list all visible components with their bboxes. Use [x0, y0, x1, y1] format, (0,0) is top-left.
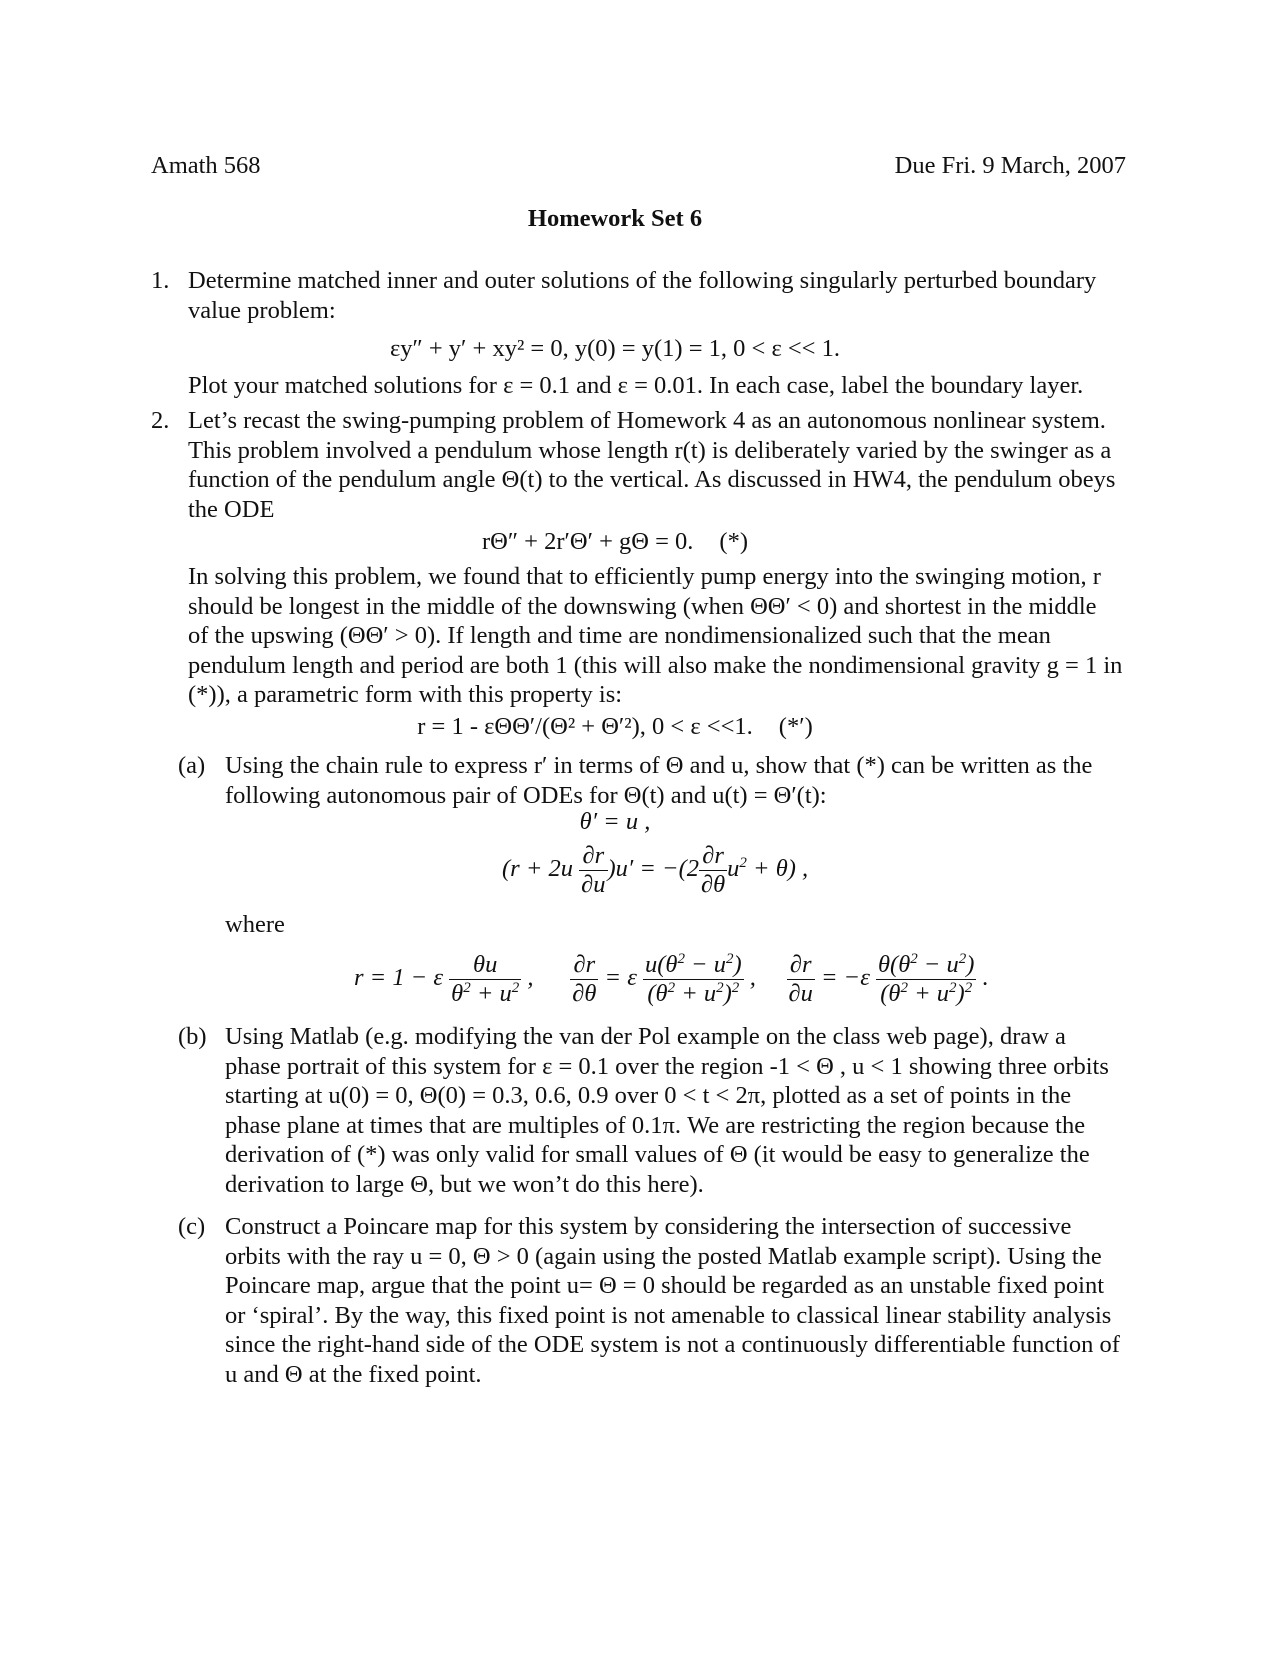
problem-1-number: 1. — [151, 267, 170, 294]
dr-du-fraction: $\frac{\partial r}{\partial u}$ — [581, 842, 606, 898]
r-fraction: $\frac{\theta u}{\theta^2 + u^2}$ — [451, 951, 520, 1007]
where-label: where — [225, 911, 285, 938]
pendulum-ode — [0, 527, 1230, 557]
parametric-equation-expression: r = 1 - εΘΘ′/(Θ² + Θ′²), 0 < ε <<1. — [417, 713, 753, 740]
problem-2-paragraph-2: In solving this problem, we found that to efficiently pump energy into the swinging motion, r should be longest in the middle of the downswing (when ΘΘ′ < 0) and shortest in the middle of the upswing (ΘΘ′ > 0). If length and time are nondimensionalized such that the mean pendulum length and period are both 1 (this will also make the nondimensional gravity g = 1 in (*)), a parametric form with this property is: — [188, 563, 1123, 708]
part-b-label: (b) — [178, 1023, 207, 1050]
theta-prime-equation: θ′ = u , — [579, 808, 651, 835]
pendulum-ode-expression: rΘ″ + 2r′Θ′ + gΘ = 0. — [482, 528, 694, 555]
problem-1-plot-text: Plot your matched solutions for ε = 0.1 and ε = 0.01. In each case, label the boundary layer. — [188, 372, 1084, 399]
partial-r-u-rhs-fraction: $\frac{\theta(\theta^2 - u^2)}{(\theta^2 + u^2)^2}$ — [878, 951, 975, 1007]
problem-2-number: 2. — [151, 407, 170, 434]
part-a-text: Using the chain rule to express r′ in terms of Θ and u, show that (*) can be written as the following autonomous pair of ODEs for Θ(t) and u(t) = Θ′(t): — [225, 752, 1093, 809]
partial-r-theta-rhs-fraction: $\frac{u(\theta^2 - u^2)}{(\theta^2 + u^2)^2}$ — [644, 951, 742, 1007]
page-title: Homework Set 6 — [527, 205, 703, 232]
due-date: Due Fri. 9 March, 2007 — [894, 152, 1126, 179]
part-c-text: Construct a Poincare map for this system by considering the intersection of successive orbits with the ray u = 0, Θ > 0 (again using the posted Matlab example script). Using the Poincare map, argue that the point u= Θ = 0 should be regarded as an unstable fixed point or ‘spiral’. By the way, this fixed point is not amenable to classical linear stability analysis since the right-hand side of the ODE system is not a continuously differentiable function of u and Θ at the fixed point. — [225, 1213, 1120, 1388]
course-name: Amath 568 — [151, 152, 261, 179]
part-b-text: Using Matlab (e.g. modifying the van der Pol example on the class web page), draw a phase portrait of this system for ε = 0.1 over the region -1 < Θ , u < 1 showing three orbits starting at u(0) = 0, Θ(0) = 0.3, 0.6, 0.9 over 0 < t < 2π, plotted as a set of points in the phase plane at times that are multiples of 0.1π. We are restricting the region because the derivation of (*) was only valid for small values of Θ (it would be easy to generalize the derivation to large Θ, but we won’t do this here). — [225, 1023, 1109, 1198]
partial-r-u-fraction: $\frac{\partial r}{\partial u}$ — [788, 951, 813, 1007]
pendulum-ode-tag: (*) — [719, 528, 748, 555]
problem-1-equation: εy″ + y′ + xy² = 0, y(0) = y(1) = 1, 0 < ε << 1. — [389, 335, 841, 362]
part-c-label: (c) — [178, 1213, 206, 1240]
problem-1-text: Determine matched inner and outer solutions of the following singularly perturbed boundary value problem: — [188, 267, 1097, 324]
u-prime-equation: (r + 2u $\frac{\partial r}{\partial u}$ )u′ = −(2 $\frac{\partial r}{\partial\theta}$ $u^2 + \theta$) , — [502, 842, 809, 898]
parametric-equation-tag: (*′) — [778, 713, 813, 740]
part-a-label: (a) — [178, 752, 206, 779]
parametric-equation — [0, 712, 1230, 742]
dr-dtheta-fraction: $\frac{\partial r}{\partial\theta}$ — [701, 842, 726, 898]
partial-r-theta-fraction: $\frac{\partial r}{\partial\theta}$ — [572, 951, 597, 1007]
r-definitions: r = 1 − ε $\frac{\theta u}{\theta^2 + u^2}$ , $\frac{\partial r}{\partial\theta}$ = ε $\frac{u(\theta^2 - u^2)}{(\theta^2 + u^2)^2}$ , $\frac{\partial r}{\partial u}$ = −ε $\frac{\theta(\theta^2 - u^2)}{(\theta^2 + u^2)^2}$ . — [354, 951, 989, 1007]
problem-2-intro: Let’s recast the swing-pumping problem of Homework 4 as an autonomous nonlinear system. This problem involved a pendulum whose length r(t) is deliberately varied by the swinger as a function of the pendulum angle Θ(t) to the vertical. As discussed in HW4, the pendulum obeys the ODE — [188, 407, 1116, 523]
